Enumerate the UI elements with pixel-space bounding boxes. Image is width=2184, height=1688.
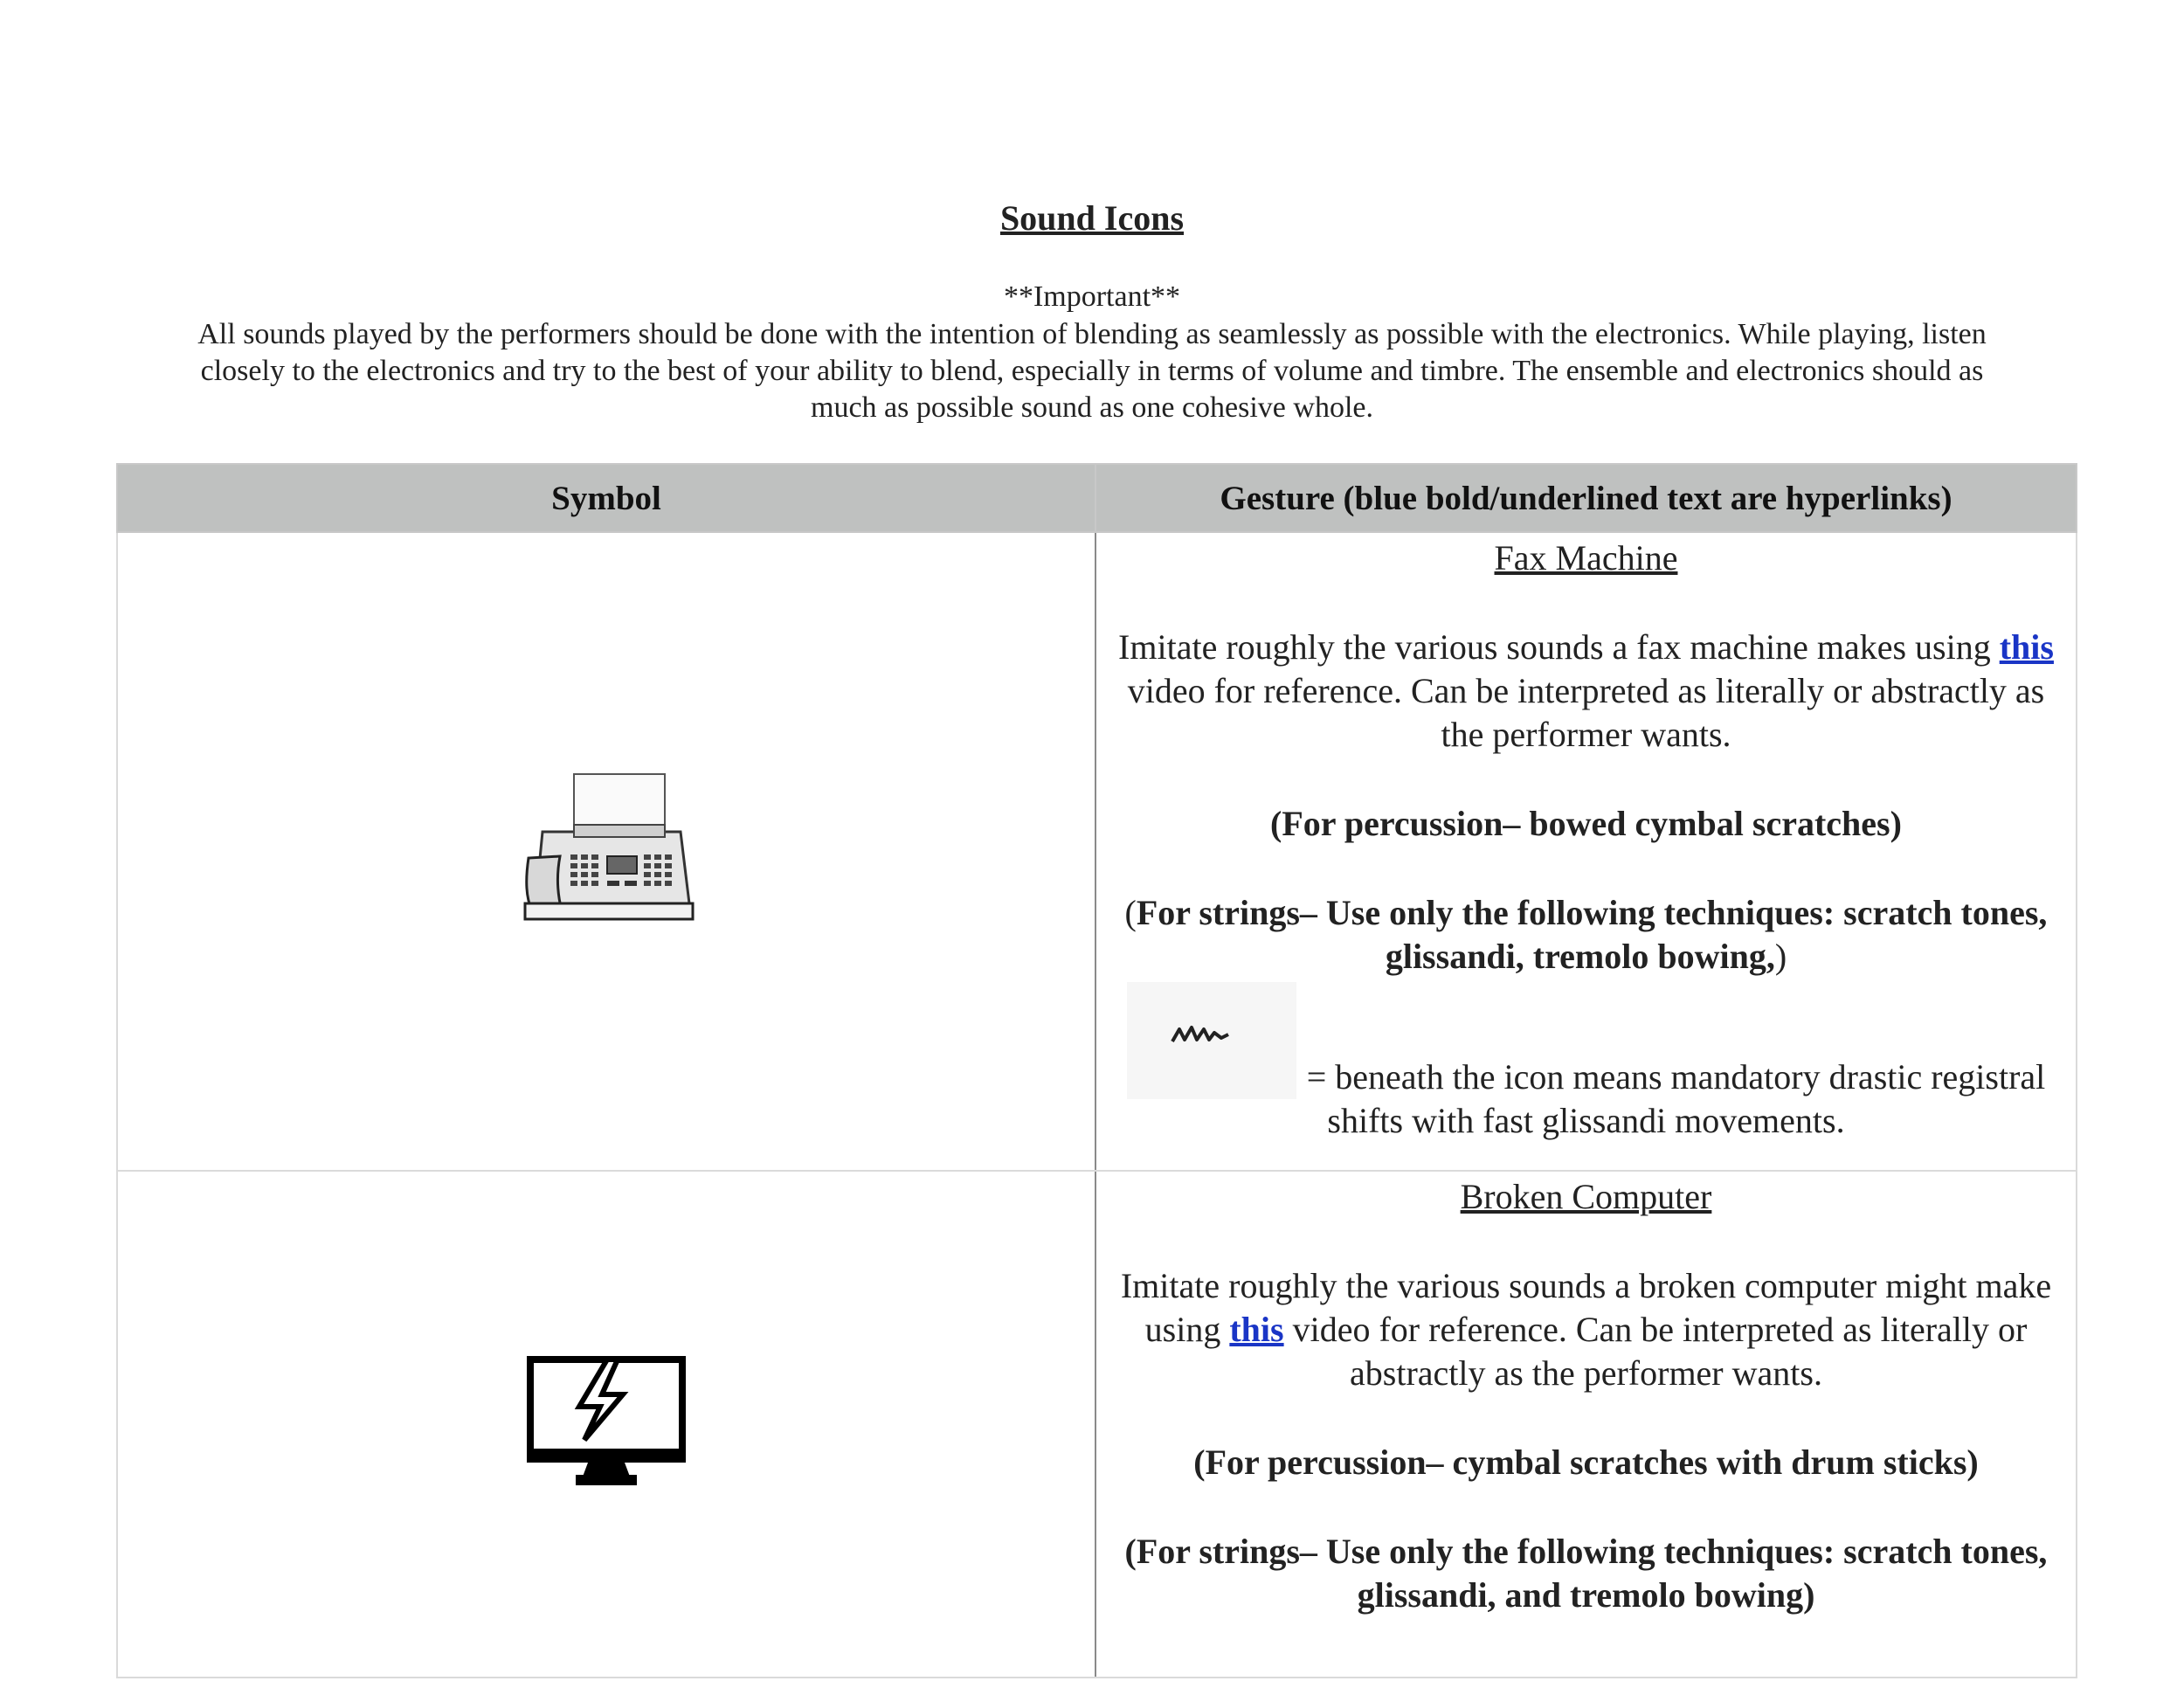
description-text: Imitate roughly the various sounds a broken computer might make using xyxy=(1120,1266,2052,1349)
gesture-cell xyxy=(1095,1171,2077,1678)
description-text: Imitate roughly the various sounds a fax machine makes using xyxy=(1118,627,2000,667)
paren-close: ) xyxy=(1774,937,1787,976)
table-header-row xyxy=(117,464,2077,532)
video-link[interactable]: this xyxy=(1229,1310,1284,1349)
percussion-instruction: (For percussion– bowed cymbal scratches) xyxy=(1270,804,1902,843)
broken-computer-icon xyxy=(527,1356,686,1493)
strings-instruction xyxy=(1117,891,2055,979)
wave-note-text: = beneath the icon means mandatory drastic registral shifts with fast glissandi movements. xyxy=(1306,1057,2046,1140)
zigzag-wave-icon xyxy=(1127,982,1296,1099)
gesture-cell xyxy=(1095,532,2077,1171)
important-heading: **Important** xyxy=(1003,280,1181,313)
page-title: Sound Icons xyxy=(999,198,1185,238)
gesture-description xyxy=(1117,626,2055,757)
fax-machine-icon xyxy=(516,771,696,932)
video-link[interactable]: this xyxy=(1999,627,2054,667)
table-row xyxy=(117,532,2077,1171)
wave-note xyxy=(1117,982,2055,1143)
percussion-instruction: (For percussion– cymbal scratches with drum sticks) xyxy=(1193,1442,1979,1482)
intro-paragraph: All sounds played by the performers should be done with the intention of blending as seamlessly as possible with the electronics. While playing, listen closely to the electronics and try to the best of your ability to blend, especially in terms of volume and timbre. The ensemble and electronics should as much as possible sound as one cohesive whole. xyxy=(197,318,1987,424)
symbol-cell xyxy=(117,532,1095,1171)
strings-bold-text: For strings– Use only the following techniques: scratch tones, glissandi, tremolo bowing, xyxy=(1136,893,2048,976)
gesture-name: Fax Machine xyxy=(1494,538,1678,578)
gesture-column-header: Gesture (blue bold/underlined text are hyperlinks) xyxy=(1095,464,2077,532)
paren-open: ( xyxy=(1124,893,1137,932)
description-text: video for reference. Can be interpreted as literally or abstractly as the performer wants. xyxy=(1127,671,2045,754)
description-text: video for reference. Can be interpreted as literally or abstractly as the performer wants. xyxy=(1283,1310,2028,1393)
strings-instruction: (For strings– Use only the following techniques: scratch tones, glissandi, and tremolo bowing) xyxy=(1124,1532,2048,1615)
symbol-column-header: Symbol xyxy=(117,464,1095,532)
sound-icons-table xyxy=(116,463,2077,1678)
symbol-cell xyxy=(117,1171,1095,1678)
gesture-name: Broken Computer xyxy=(1460,1177,1712,1216)
table-row xyxy=(117,1171,2077,1678)
gesture-description xyxy=(1117,1264,2055,1395)
